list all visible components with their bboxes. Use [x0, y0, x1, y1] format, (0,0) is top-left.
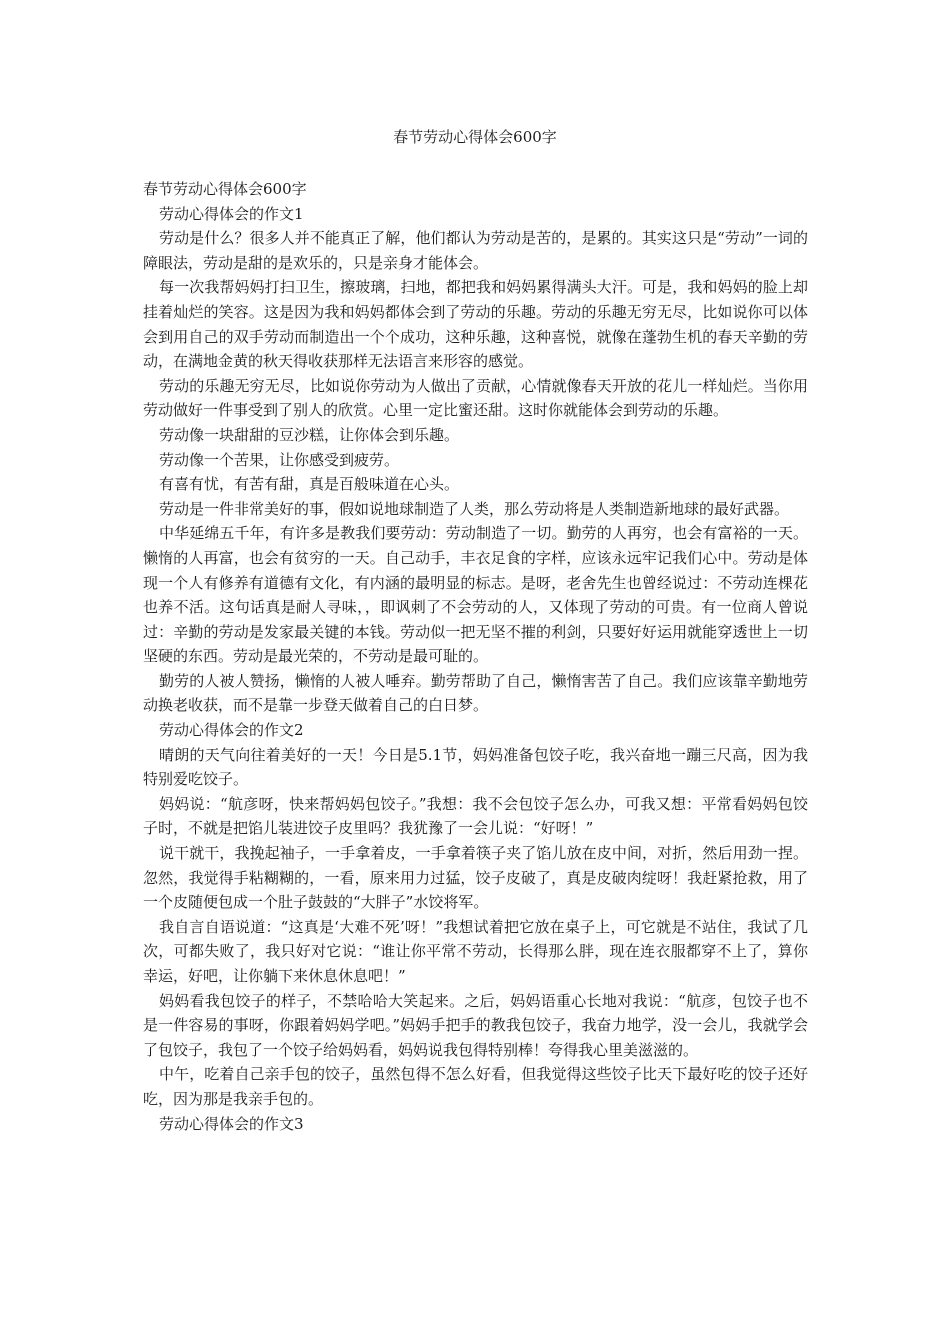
paragraph: 勤劳的人被人赞扬，懒惰的人被人唾弃。勤劳帮助了自己，懒惰害苦了自己。我们应该靠辛勤地劳动换老收获，而不是靠一步登天做着自己的白日梦。 [143, 671, 808, 715]
paragraph: 每一次我帮妈妈打扫卫生，擦玻璃，扫地，都把我和妈妈累得满头大汗。可是，我和妈妈的脸上却挂着灿烂的笑容。这是因为我和妈妈都体会到了劳动的乐趣。劳动的乐趣无穷无尽，比如说你可以体会到用自己的双手劳动而制造出一个个成功，这种乐趣，这种喜悦，就像在蓬勃生机的春天辛勤的劳动，在满地金黄的秋天得收获那样无法语言来形容的感觉。 [143, 278, 808, 371]
paragraph: 中午，吃着自己亲手包的饺子，虽然包得不怎么好看，但我觉得这些饺子比天下最好吃的饺子还好吃，因为那是我亲手包的。 [143, 1065, 808, 1108]
paragraph: 劳动的乐趣无穷无尽，比如说你劳动为人做出了贡献，心情就像春天开放的花儿一样灿烂。当你用劳动做好一件事受到了别人的欣赏。心里一定比蜜还甜。这时你就能体会到劳动的乐趣。 [143, 376, 808, 420]
paragraph: 妈妈说：“航彦呀，快来帮妈妈包饺子。”我想：我不会包饺子怎么办，可我又想：平常看妈妈包饺子时，不就是把馅儿装进饺子皮里吗？我犹豫了一会儿说：“好呀！” [143, 794, 808, 838]
paragraph: 劳动像一个苦果，让你感受到疲劳。 [159, 450, 400, 469]
paragraph: 中华延绵五千年，有许多是教我们要劳动：劳动制造了一切。勤劳的人再穷，也会有富裕的一天。懒惰的人再富，也会有贫穷的一天。自己动手，丰衣足食的字样，应该永远牢记我们心中。劳动是体现一个人有修养有道德有文化，有内涵的最明显的标志。是呀，老舍先生也曾经说过：不劳动连棵花也养不活。这句话真是耐人寻味，，即讽刺了不会劳动的人，又体现了劳动的可贵。有一位商人曾说过：辛勤的劳动是发家最关键的本钱。劳动似一把无坚不摧的利剑，只要好好运用就能穿透世上一切坚硬的东西。劳动是最光荣的，不劳动是最可耻的。 [143, 524, 808, 666]
document-subtitle: 春节劳动心得体会600字 [143, 180, 307, 198]
paragraph: 劳动是什么？很多人并不能真正了解，他们都认为劳动是苦的，是累的。其实这只是“劳动”一词的障眼法，劳动是甜的是欢乐的，只是亲身才能体会。 [143, 229, 808, 272]
paragraph: 有喜有忧，有苦有甜，真是百般味道在心头。 [159, 475, 460, 494]
essay-heading-2: 劳动心得体会的作文2 [159, 721, 304, 740]
paragraph: 晴朗的天气向往着美好的一天！今日是5.1节，妈妈准备包饺子吃，我兴奋地一蹦三尺高，因为我特别爱吃饺子。 [143, 745, 808, 789]
essay-heading-3: 劳动心得体会的作文3 [159, 1114, 304, 1133]
document-title: 春节劳动心得体会600字 [393, 128, 557, 146]
paragraph: 劳动是一件非常美好的事，假如说地球制造了人类，那么劳动将是人类制造新地球的最好武器。 [159, 499, 790, 518]
essay-heading-1: 劳动心得体会的作文1 [159, 204, 304, 223]
paragraph: 劳动像一块甜甜的豆沙糕，让你体会到乐趣。 [159, 425, 460, 444]
paragraph: 妈妈看我包饺子的样子，不禁哈哈大笑起来。之后，妈妈语重心长地对我说：“航彦，包饺子也不是一件容易的事呀，你跟着妈妈学吧。”妈妈手把手的教我包饺子，我奋力地学，没一会儿，我就学会了包饺子，我包了一个饺子给妈妈看，妈妈说我包得特别棒！夸得我心里美滋滋的。 [143, 991, 808, 1059]
paragraph: 说干就干，我挽起袖子，一手拿着皮，一手拿着筷子夹了馅儿放在皮中间，对折，然后用劲一捏。忽然，我觉得手粘糊糊的，一看，原来用力过猛，饺子皮破了，真是皮破肉绽呀！我赶紧抢救，用了一个皮随便包成一个肚子鼓鼓的“大胖子”水饺将军。 [143, 844, 808, 912]
document-body [143, 177, 808, 1136]
paragraph: 我自言自语说道：“这真是‘大难不死’呀！”我想试着把它放在桌子上，可它就是不站住，我试了几次，可都失败了，我只好对它说：“谁让你平常不劳动，长得那么胖，现在连衣服都穿不上了，算你幸运，好吧，让你躺下来休息休息吧！” [143, 917, 808, 985]
